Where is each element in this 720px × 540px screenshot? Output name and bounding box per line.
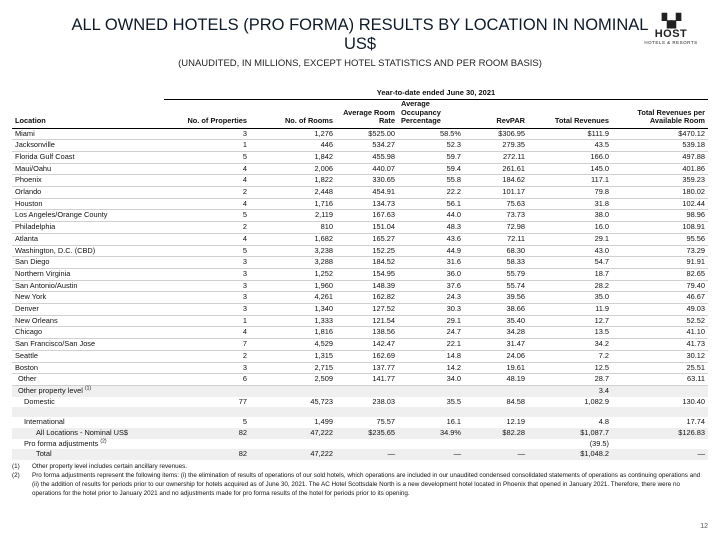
table-cell: 455.98 [336,151,398,163]
table-cell: 154.95 [336,268,398,280]
table-row [12,350,708,362]
table-cell [398,439,464,450]
table-cell: 11.9 [528,304,612,316]
row-label: San Antonio/Austin [12,280,164,292]
table-row [12,233,708,245]
table-cell: 24.06 [464,350,528,362]
table-cell: (39.5) [589,438,609,448]
table-cell: 2,448 [250,187,336,199]
row-label: Chicago [12,327,164,339]
table-cell: 1,333 [250,315,336,327]
table-cell: 52.52 [612,315,708,327]
table-row [12,187,708,199]
table-cell: 14.8 [398,350,464,362]
table-row [12,198,708,210]
row-label: Miami [12,128,164,140]
table-cell: 138.56 [336,327,398,339]
table-cell [164,407,250,417]
table-cell: 52.3 [398,140,464,152]
host-logo-name: HOST [654,28,688,40]
table-cell: 4 [164,198,250,210]
column-header: Average Room Rate [336,100,398,128]
footnote [12,462,702,471]
table-cell: 31.8 [528,198,612,210]
table-cell: 3 [164,257,250,269]
table-cell: 22.2 [398,187,464,199]
table-cell: 29.1 [398,315,464,327]
table-cell: 2 [164,187,250,199]
table-cell: 1,682 [250,233,336,245]
table-cell: 148.39 [336,280,398,292]
row-label: Maui/Oahu [12,163,164,175]
table-cell: 102.44 [612,198,708,210]
row-label: Houston [12,198,164,210]
row-label: Washington, D.C. (CBD) [12,245,164,257]
table-cell: 272.11 [464,151,528,163]
table-row [12,151,708,163]
table-cell [336,439,398,450]
table-cell: 82 [164,449,250,460]
table-cell [528,407,612,417]
footnote-number: (2) [12,472,20,479]
table-cell: 58.5% [398,128,464,140]
table-cell: 55.79 [464,268,528,280]
table-cell [398,385,464,396]
table-row [12,439,708,450]
table-cell: 534.27 [336,140,398,152]
table-cell [250,407,336,417]
table-cell [464,385,528,396]
row-label: Philadelphia [12,222,164,234]
row-label [12,385,164,396]
table-cell: 34.0 [398,374,464,386]
row-label: Boston [12,362,164,374]
table-cell: $1,087.7 [528,428,612,439]
table-cell: 55.74 [464,280,528,292]
table-cell: 1,499 [314,417,333,427]
row-label-text: Other property level [18,385,83,395]
table-cell: 16.1 [446,417,461,427]
column-header: RevPAR [464,100,528,128]
table-cell: 31.6 [398,257,464,269]
table-cell: 3 [164,304,250,316]
table-cell: $82.28 [464,428,528,439]
table-cell: 166.0 [528,151,612,163]
table-cell: 95.56 [612,233,708,245]
table-cell: 440.07 [336,163,398,175]
table-cell: 7 [164,339,250,351]
table-cell: 75.57 [376,417,395,427]
table-cell: 24.3 [398,292,464,304]
table-cell [164,439,250,450]
table-cell: 24.7 [398,327,464,339]
table-cell: 43.5 [528,140,612,152]
table-row [12,163,708,175]
table-row [12,222,708,234]
table-cell [464,407,528,417]
row-label: Florida Gulf Coast [12,151,164,163]
table-cell: 98.96 [612,210,708,222]
footnote-number: (1) [12,463,20,470]
table-row [12,428,708,439]
table-cell: 446 [250,140,336,152]
table-cell: 1,315 [250,350,336,362]
table-row [12,140,708,152]
table-cell: $306.95 [464,128,528,140]
row-label: San Francisco/San Jose [12,339,164,351]
row-label: New York [12,292,164,304]
table-cell: 151.04 [336,222,398,234]
table-cell: 1 [164,315,250,327]
page-title: ALL OWNED HOTELS (PRO FORMA) RESULTS BY LOCATION IN NOMINAL US$ [71,16,649,53]
table-cell: 184.52 [336,257,398,269]
table-row [12,449,708,460]
table-cell: 142.47 [336,339,398,351]
row-label: Northern Virginia [12,268,164,280]
table-cell: 72.11 [464,233,528,245]
footnotes [12,462,702,498]
table-row [12,210,708,222]
table-cell: 4 [164,163,250,175]
table-row [12,128,708,140]
column-header: Average Occupancy Percentage [398,100,464,128]
footnote-text: Pro forma adjustments represent the following items: (i) the elimination of results of operations of our sold hotels, which operations are included in our unaudited condensed consolidated statements of operations as continuing operations and (ii) the addition of results for periods prior to our ownership for hotels acquired as of June 30, 2021. The AC Hotel Scottsdale North is a new development hotel located in Phoenix that opened in January 2021. Therefore, there were no operations for the hotel prior to January 2021 and no adjustments made for pro forma results of the hotel for periods prior to its opening. [32,472,701,497]
table-cell: 454.91 [336,187,398,199]
table-row [12,362,708,374]
table-cell: 401.86 [612,163,708,175]
results-table-body [12,128,708,460]
row-label: Orlando [12,187,164,199]
row-label: All Locations - Nominal US$ [12,428,164,439]
table-cell: 79.8 [528,187,612,199]
table-row [12,304,708,316]
table-row [12,397,708,408]
table-cell: 184.62 [464,175,528,187]
host-logo-tagline: HOTELS & RESORTS [644,40,698,45]
table-cell [250,439,336,450]
spacer-row [12,407,708,417]
table-cell: 35.0 [528,292,612,304]
period-header: Year-to-date ended June 30, 2021 [164,88,708,100]
table-cell: 12.5 [528,362,612,374]
row-label: International [24,417,65,427]
table-cell: 72.98 [464,222,528,234]
table-cell: 261.61 [464,163,528,175]
table-cell: 180.02 [612,187,708,199]
table-cell: 59.4 [398,163,464,175]
row-label: San Diego [12,257,164,269]
table-cell: 28.2 [528,280,612,292]
table-row [12,280,708,292]
table-cell: 29.1 [528,233,612,245]
row-label: Domestic [24,396,55,406]
table-cell: 130.40 [682,396,705,406]
table-cell: 4.8 [598,417,609,427]
table-cell: 56.1 [398,198,464,210]
table-row [12,268,708,280]
table-cell: 121.54 [336,315,398,327]
table-cell: 82 [164,428,250,439]
table-cell: 3 [164,128,250,140]
table-cell: 1,340 [250,304,336,316]
table-cell: 38.66 [464,304,528,316]
table-cell: 101.17 [464,187,528,199]
table-cell: 6 [164,374,250,386]
table-cell: 43.0 [528,245,612,257]
table-cell: 1 [164,140,250,152]
table-cell [398,407,464,417]
row-label: Jacksonville [12,140,164,152]
table-cell: 1,822 [250,175,336,187]
page-number: 12 [700,523,708,530]
table-cell: 4 [164,175,250,187]
table-cell: — [398,449,464,460]
table-cell: 4 [164,327,250,339]
table-cell: 31.47 [464,339,528,351]
table-cell: 34.9% [398,428,464,439]
table-cell: 28.7 [528,374,612,386]
table-cell: 44.9 [398,245,464,257]
table-cell: 127.52 [336,304,398,316]
row-label: Total [12,449,164,460]
table-cell: 79.40 [612,280,708,292]
table-cell: 34.2 [528,339,612,351]
table-cell: 2,006 [250,163,336,175]
table-cell: $111.9 [528,128,612,140]
table-cell: 73.73 [464,210,528,222]
table-cell: 25.51 [612,362,708,374]
table-cell [612,385,708,396]
table-cell: 14.2 [398,362,464,374]
table-cell: 117.1 [528,175,612,187]
footnote-text: Other property level includes certain ancillary revenues. [32,463,188,470]
table-cell: 58.33 [464,257,528,269]
table-row [12,374,708,386]
table-cell: 30.12 [612,350,708,362]
results-table [12,100,708,460]
table-cell: 1,816 [250,327,336,339]
table-cell: $126.83 [612,428,708,439]
table-cell [12,407,164,417]
table-cell [250,385,336,396]
table-cell: 45,723 [310,396,333,406]
table-cell: 3 [164,362,250,374]
table-cell: 47,222 [250,428,336,439]
table-cell [164,385,250,396]
column-header: No. of Rooms [250,100,336,128]
table-row [12,292,708,304]
table-cell [464,439,528,450]
table-cell: 12.7 [528,315,612,327]
table-cell: 497.88 [612,151,708,163]
column-header: Location [12,100,164,128]
row-label: Los Angeles/Orange County [12,210,164,222]
table-row [12,257,708,269]
footnote [12,471,702,498]
table-cell: 36.0 [398,268,464,280]
table-cell: 2 [164,350,250,362]
host-logo [640,14,702,46]
row-label: Seattle [12,350,164,362]
table-cell: $525.00 [336,128,398,140]
table-cell: 238.03 [372,396,395,406]
table-cell: 3,238 [250,245,336,257]
table-cell: 810 [250,222,336,234]
row-label: Denver [12,304,164,316]
table-cell: 145.0 [528,163,612,175]
table-cell: — [336,449,398,460]
column-header: Total Revenues per Available Room [612,100,708,128]
table-cell: 279.35 [464,140,528,152]
table-cell: 75.63 [464,198,528,210]
row-label: New Orleans [12,315,164,327]
table-cell [612,407,708,417]
table-cell: 4,261 [250,292,336,304]
table-cell: 41.10 [612,327,708,339]
table-cell: 59.7 [398,151,464,163]
table-cell: 44.0 [398,210,464,222]
table-cell: 3,288 [250,257,336,269]
table-row [12,315,708,327]
table-cell: 13.5 [528,327,612,339]
table-row [12,417,708,428]
table-cell: 5 [164,151,250,163]
table-cell: 46.67 [612,292,708,304]
table-cell: 4,529 [250,339,336,351]
table-cell: 82.65 [612,268,708,280]
table-cell: 3 [164,292,250,304]
column-header: Total Revenues [528,100,612,128]
table-cell: 1,082.9 [584,396,609,406]
table-cell: $1,048.2 [528,449,612,460]
table-cell [336,407,398,417]
table-cell: 77 [238,396,247,406]
table-cell: 3 [164,280,250,292]
table-cell: 22.1 [398,339,464,351]
table-cell: 134.73 [336,198,398,210]
table-cell: 30.3 [398,304,464,316]
table-row [12,245,708,257]
table-cell: 1,842 [250,151,336,163]
table-cell: $470.12 [612,128,708,140]
table-row [12,339,708,351]
row-label: Atlanta [12,233,164,245]
row-label: Other [12,374,164,386]
row-label-text: Pro forma adjustments [24,438,99,448]
table-cell: 7.2 [528,350,612,362]
table-cell: 1,252 [250,268,336,280]
table-cell: 4 [164,233,250,245]
table-cell: 1,276 [250,128,336,140]
table-cell: 162.82 [336,292,398,304]
table-cell: 41.73 [612,339,708,351]
row-label: Phoenix [12,175,164,187]
table-cell: 38.0 [528,210,612,222]
table-cell: 16.0 [528,222,612,234]
table-cell: 3.4 [528,385,612,396]
table-cell: 12.19 [506,417,525,427]
table-cell: 5 [164,210,250,222]
table-cell: 2 [164,222,250,234]
page-subtitle: (UNAUDITED, IN MILLIONS, EXCEPT HOTEL STATISTICS AND PER ROOM BASIS) [178,58,542,69]
table-cell: 48.3 [398,222,464,234]
table-row [12,327,708,339]
footnote-ref: (2) [100,438,107,445]
table-cell: 91.91 [612,257,708,269]
footnote-ref: (1) [84,385,92,392]
table-cell: — [612,449,708,460]
table-cell: 43.6 [398,233,464,245]
table-cell: 3 [164,268,250,280]
column-header: No. of Properties [164,100,250,128]
table-cell: 47,222 [250,449,336,460]
table-cell: 49.03 [612,304,708,316]
table-cell: 1,960 [250,280,336,292]
table-header-row [12,100,708,128]
table-cell: 68.30 [464,245,528,257]
table-row [12,175,708,187]
table-cell: 48.19 [464,374,528,386]
table-cell: 84.58 [506,396,525,406]
table-cell: $235.65 [336,428,398,439]
table-cell: 55.8 [398,175,464,187]
table-cell: 165.27 [336,233,398,245]
table-cell: 330.65 [336,175,398,187]
table-cell: 73.29 [612,245,708,257]
table-cell: 63.11 [612,374,708,386]
table-cell: 18.7 [528,268,612,280]
table-cell: 108.91 [612,222,708,234]
table-cell: 17.74 [686,417,705,427]
table-cell: 2,715 [250,362,336,374]
table-cell: 39.56 [464,292,528,304]
host-logo-mark-icon: ▚▞ [662,13,680,28]
table-cell: 2,509 [250,374,336,386]
table-cell: 35.5 [446,396,461,406]
table-cell: 5 [164,245,250,257]
row-label [12,439,164,450]
table-cell: 152.25 [336,245,398,257]
table-cell: 54.7 [528,257,612,269]
table-cell: 162.69 [336,350,398,362]
table-cell: 2,119 [250,210,336,222]
table-cell: 167.63 [336,210,398,222]
table-row [12,385,708,396]
table-cell: 34.28 [464,327,528,339]
table-cell: 539.18 [612,140,708,152]
table-cell: — [464,449,528,460]
table-cell: 1,716 [250,198,336,210]
table-cell: 35.40 [464,315,528,327]
table-cell [336,385,398,396]
table-cell: 5 [242,417,247,427]
table-cell: 37.6 [398,280,464,292]
table-cell: 359.23 [612,175,708,187]
table-cell: 19.61 [464,362,528,374]
table-cell [612,439,708,450]
table-cell: 141.77 [336,374,398,386]
table-cell: 137.77 [336,362,398,374]
